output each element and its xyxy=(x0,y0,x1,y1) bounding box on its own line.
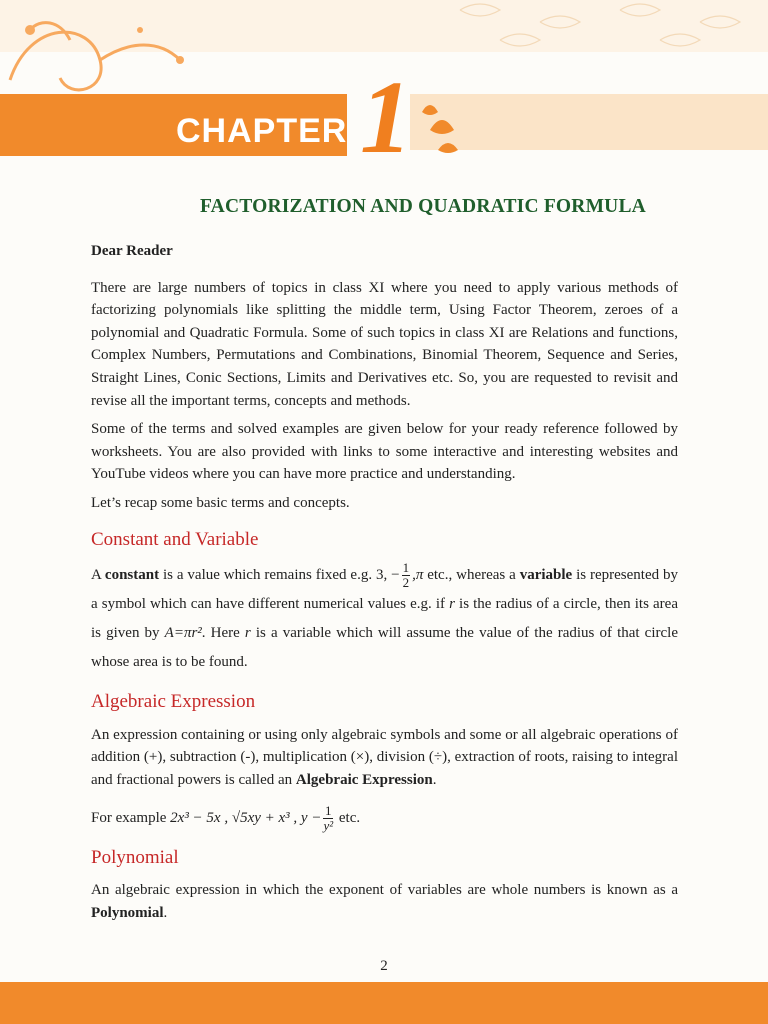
intro-paragraph-1: There are large numbers of topics in class XI where you need to apply various methods of factorizing polynomials like splitting the middle term, Using Factor Theorem, zeroes of a polynomial and Quadratic Formula. Some of such topics in class XI are Relations and functions, Complex Numbers, Permutations and Combinations, Binomial Theorem, Sequence and Series, Straight Lines, Conic Sections, Limits and Derivatives etc. So, you are requested to revisit and revise all the important terms, concepts and methods. xyxy=(91,279,678,409)
fraction: $\frac{1}{\text{y²}}$ xyxy=(323,802,334,833)
algebraic-paragraph: An expression containing or using only algebraic symbols and some or all algebraic operations of addition (+), subtraction (-), multiplication (×), division (÷), extraction of roots, raising to integral and fractional powers is called an Algebraic Expression. xyxy=(91,726,678,788)
chapter-title: FACTORIZATION AND QUADRATIC FORMULA xyxy=(200,196,646,217)
term-variable: variable xyxy=(519,567,573,584)
chapter-number: 1 xyxy=(360,60,412,175)
section-heading-polynomial: Polynomial xyxy=(91,846,179,868)
term-constant: constant xyxy=(104,567,160,584)
page-content xyxy=(91,240,678,930)
chapter-banner xyxy=(0,0,768,175)
footer-bar xyxy=(0,982,768,1024)
term-algebraic-expression: Algebraic Expression xyxy=(295,771,433,788)
intro-paragraph-3: Let’s recap some basic terms and concepts. xyxy=(91,494,350,511)
area-formula: A=πr² xyxy=(164,625,202,642)
chapter-label: CHAPTER xyxy=(176,112,348,150)
intro-paragraph-2: Some of the terms and solved examples are given below for your ready reference followed by worksheets. You are also provided with links to some interactive and interesting websites and YouTube videos where you can have more practice and understanding. xyxy=(91,421,678,483)
greeting: Dear Reader xyxy=(91,243,173,259)
page-number: 2 xyxy=(380,958,388,974)
fraction: $\frac{1}{2}$ xyxy=(402,560,410,591)
section-heading-algebraic: Algebraic Expression xyxy=(91,691,256,713)
section-heading-constant: Constant and Variable xyxy=(91,528,259,550)
polynomial-paragraph: An algebraic expression in which the exponent of variables are whole numbers is known as a Polynomial. xyxy=(91,882,678,921)
algebraic-example: For example 2x³ − 5x , √5xy + x³ , y − $\frac{1}{\text{y²}}$ etc. xyxy=(91,802,361,833)
term-polynomial: Polynomial xyxy=(91,904,164,921)
constant-paragraph: A constant is a value which remains fixed e.g. 3, − $\frac{1}{2}$ ,π etc., whereas a variable is represented by a symbol which can have different numerical values e.g. if r is the radius of a circle, then its area is given by A=πr². Here r is a variable which will assume the value of the radius of that circle whose area is to be found. xyxy=(91,560,678,671)
